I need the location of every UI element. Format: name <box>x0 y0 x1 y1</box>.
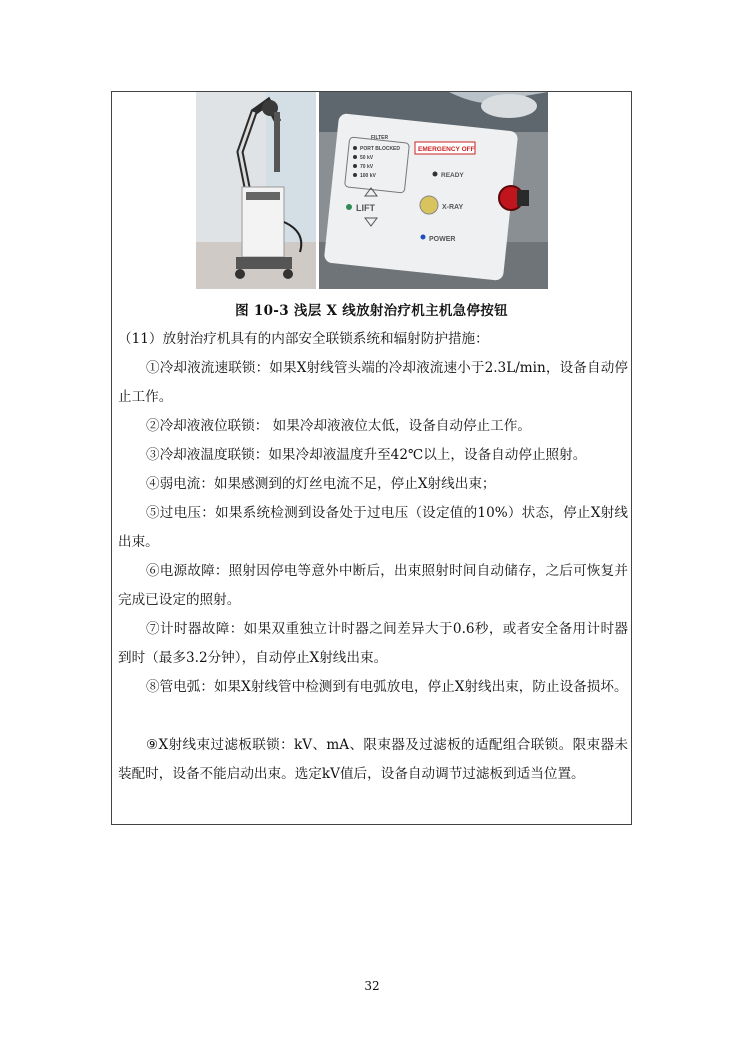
kv100-label: 100 kV <box>360 173 376 179</box>
paragraph-timer-failure: ⑦计时器故障：如果双重独立计时器之间差异大于0.6秒，或者安全备用计时器到时（最多3.2分钟），自动停止X射线出束。 <box>118 621 628 666</box>
paragraph-weak-current: ④弱电流：如果感测到的灯丝电流不足，停止X射线出束； <box>146 476 496 492</box>
paragraph-power-failure: ⑥电源故障：照射因停电等意外中断后，出束照射时间自动储存，之后可恢复并完成已设定的照射。 <box>118 563 628 608</box>
port-blocked-label: PORT BLOCKED <box>360 146 400 152</box>
paragraph-coolant-temperature: ③冷却液温度联锁：如果冷却液温度升至42℃以上，设备自动停止照射。 <box>146 447 587 463</box>
control-panel-photo <box>319 92 548 289</box>
paragraph-tube-arc: ⑧管电弧：如果X射线管中检测到有电弧放电，停止X射线出束，防止设备损坏。 <box>146 679 628 695</box>
power-label: POWER <box>429 236 456 243</box>
kv70-label: 70 kV <box>360 164 374 170</box>
section-heading: （11）放射治疗机具有的内部安全联锁系统和辐射防护措施： <box>118 331 489 347</box>
content-frame <box>111 91 632 825</box>
page-number: 32 <box>364 979 380 993</box>
ready-label: READY <box>441 172 464 179</box>
paragraph-coolant-flow: ①冷却液流速联锁：如果X射线管头端的冷却液流速小于2.3L/min，设备自动停止工作。 <box>118 360 628 405</box>
figure-caption: 图 10-3 浅层 X 线放射治疗机主机急停按钮 <box>235 303 508 319</box>
xray-label: X-RAY <box>442 204 464 211</box>
lift-label: LIFT <box>356 203 375 213</box>
paragraph-filter-interlock: ⑨X射线束过滤板联锁：kV、mA、限束器及过滤板的适配组合联锁。限束器未装配时，设备不能启动出束。选定kV值后，设备自动调节过滤板到适当位置。 <box>118 737 628 782</box>
paragraph-coolant-level: ②冷却液液位联锁： 如果冷却液液位太低，设备自动停止工作。 <box>146 418 531 434</box>
filter-label: FILTER <box>371 135 389 141</box>
kv50-label: 50 kV <box>360 155 374 161</box>
emergency-off-label: EMERGENCY OFF <box>418 146 475 153</box>
treatment-machine-photo <box>196 92 316 289</box>
paragraph-overvoltage: ⑤过电压：如果系统检测到设备处于过电压（设定值的10%）状态，停止X射线出束。 <box>118 505 628 550</box>
